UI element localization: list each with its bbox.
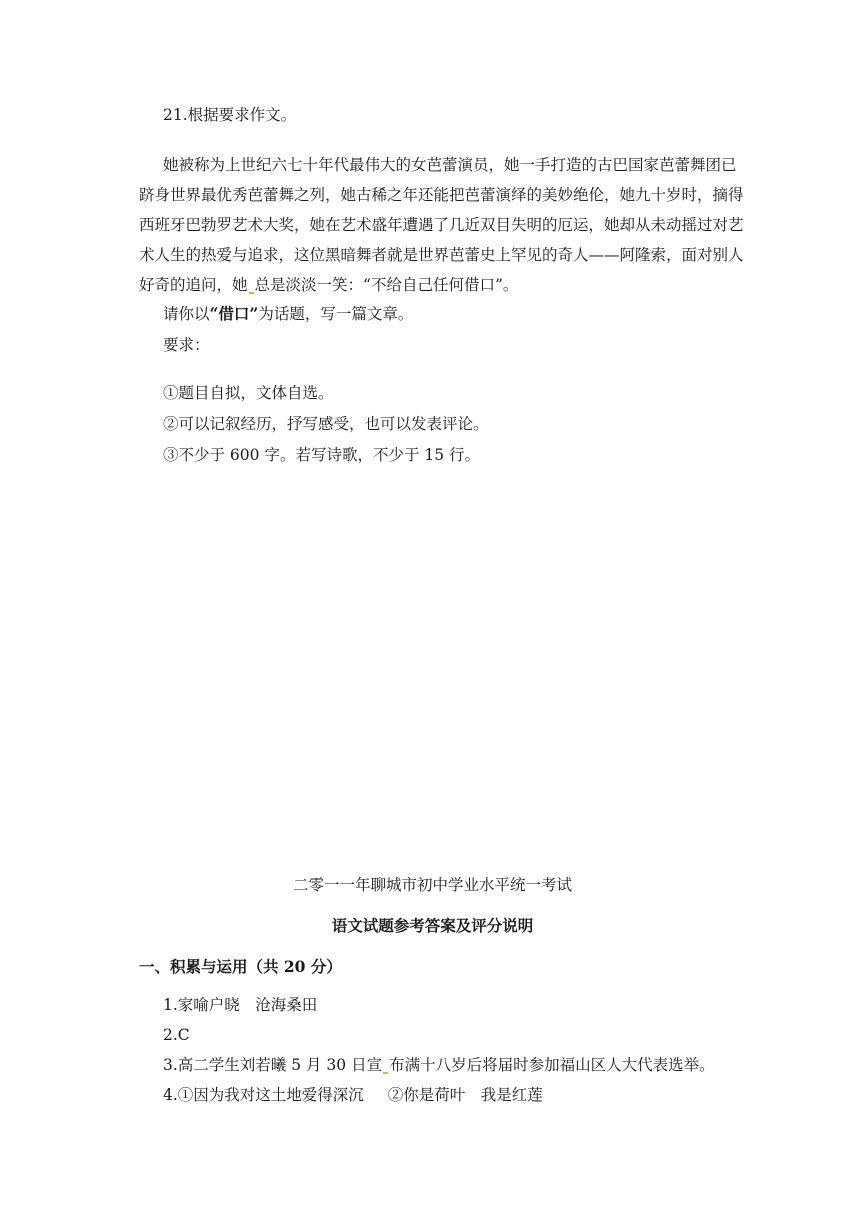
topic-line <box>163 304 413 324</box>
answer-item <box>163 1055 715 1075</box>
paragraph-line: 术人生的热爱与追求，这位黑暗舞者就是世界芭蕾史上罕见的奇人——阿隆索，面对别人 <box>139 246 744 264</box>
question-heading: 21.根据要求作文。 <box>163 106 297 124</box>
topic-suffix: 为话题，写一篇文章。 <box>258 305 414 323</box>
requirement-item: ①题目自拟，文体自选。 <box>163 384 334 402</box>
paragraph-line: 跻身世界最优秀芭蕾舞之列，她古稀之年还能把芭蕾演绎的美妙绝伦，她九十岁时，摘得 <box>139 186 744 204</box>
edit-mark <box>383 1072 388 1074</box>
doc-title: 语文试题参考答案及评分说明 <box>331 916 534 935</box>
requirement-item: ②可以记叙经历，抒写感受，也可以发表评论。 <box>163 415 489 433</box>
paragraph-line: 西班牙巴勃罗艺术大奖，她在艺术盛年遭遇了几近双目失明的厄运，她却从未动摇过对艺 <box>139 216 744 234</box>
paragraph-line-last <box>139 270 731 300</box>
prompt-paragraph <box>139 150 744 300</box>
exam-title: 二零一一年聊城市初中学业水平统一考试 <box>292 876 572 894</box>
answer-item: 2.C <box>163 1026 190 1044</box>
topic-prefix: 请你以 <box>163 305 210 323</box>
edit-mark <box>249 292 254 294</box>
answer-text: 3.高二学生刘若曦 5 月 30 日宣 <box>163 1056 383 1074</box>
answer-item: 1.家喻户晓 沧海桑田 <box>163 996 318 1014</box>
answer-text: 布满十八岁后将届时参加福山区人大代表选举。 <box>389 1056 715 1074</box>
paragraph-line: 她被称为上世纪六七十年代最伟大的女芭蕾演员，她一手打造的古巴国家芭蕾舞团已 <box>163 156 737 174</box>
paragraph-text: 总是淡淡一笑：“不给自己任何借口”。 <box>254 276 519 294</box>
requirements-label: 要求： <box>163 336 210 354</box>
section-heading: 一、积累与运用（共 20 分） <box>139 957 342 976</box>
answer-text: 4.①因为我对这土地爱得深沉 <box>163 1086 364 1104</box>
requirement-item: ③不少于 600 字。若写诗歌，不少于 15 行。 <box>163 446 481 464</box>
topic-word: “借口” <box>209 304 259 323</box>
paragraph-text: 好奇的追问，她 <box>139 276 248 294</box>
answer-text: ②你是荷叶 我是红莲 <box>387 1086 543 1104</box>
answer-item <box>163 1085 543 1105</box>
